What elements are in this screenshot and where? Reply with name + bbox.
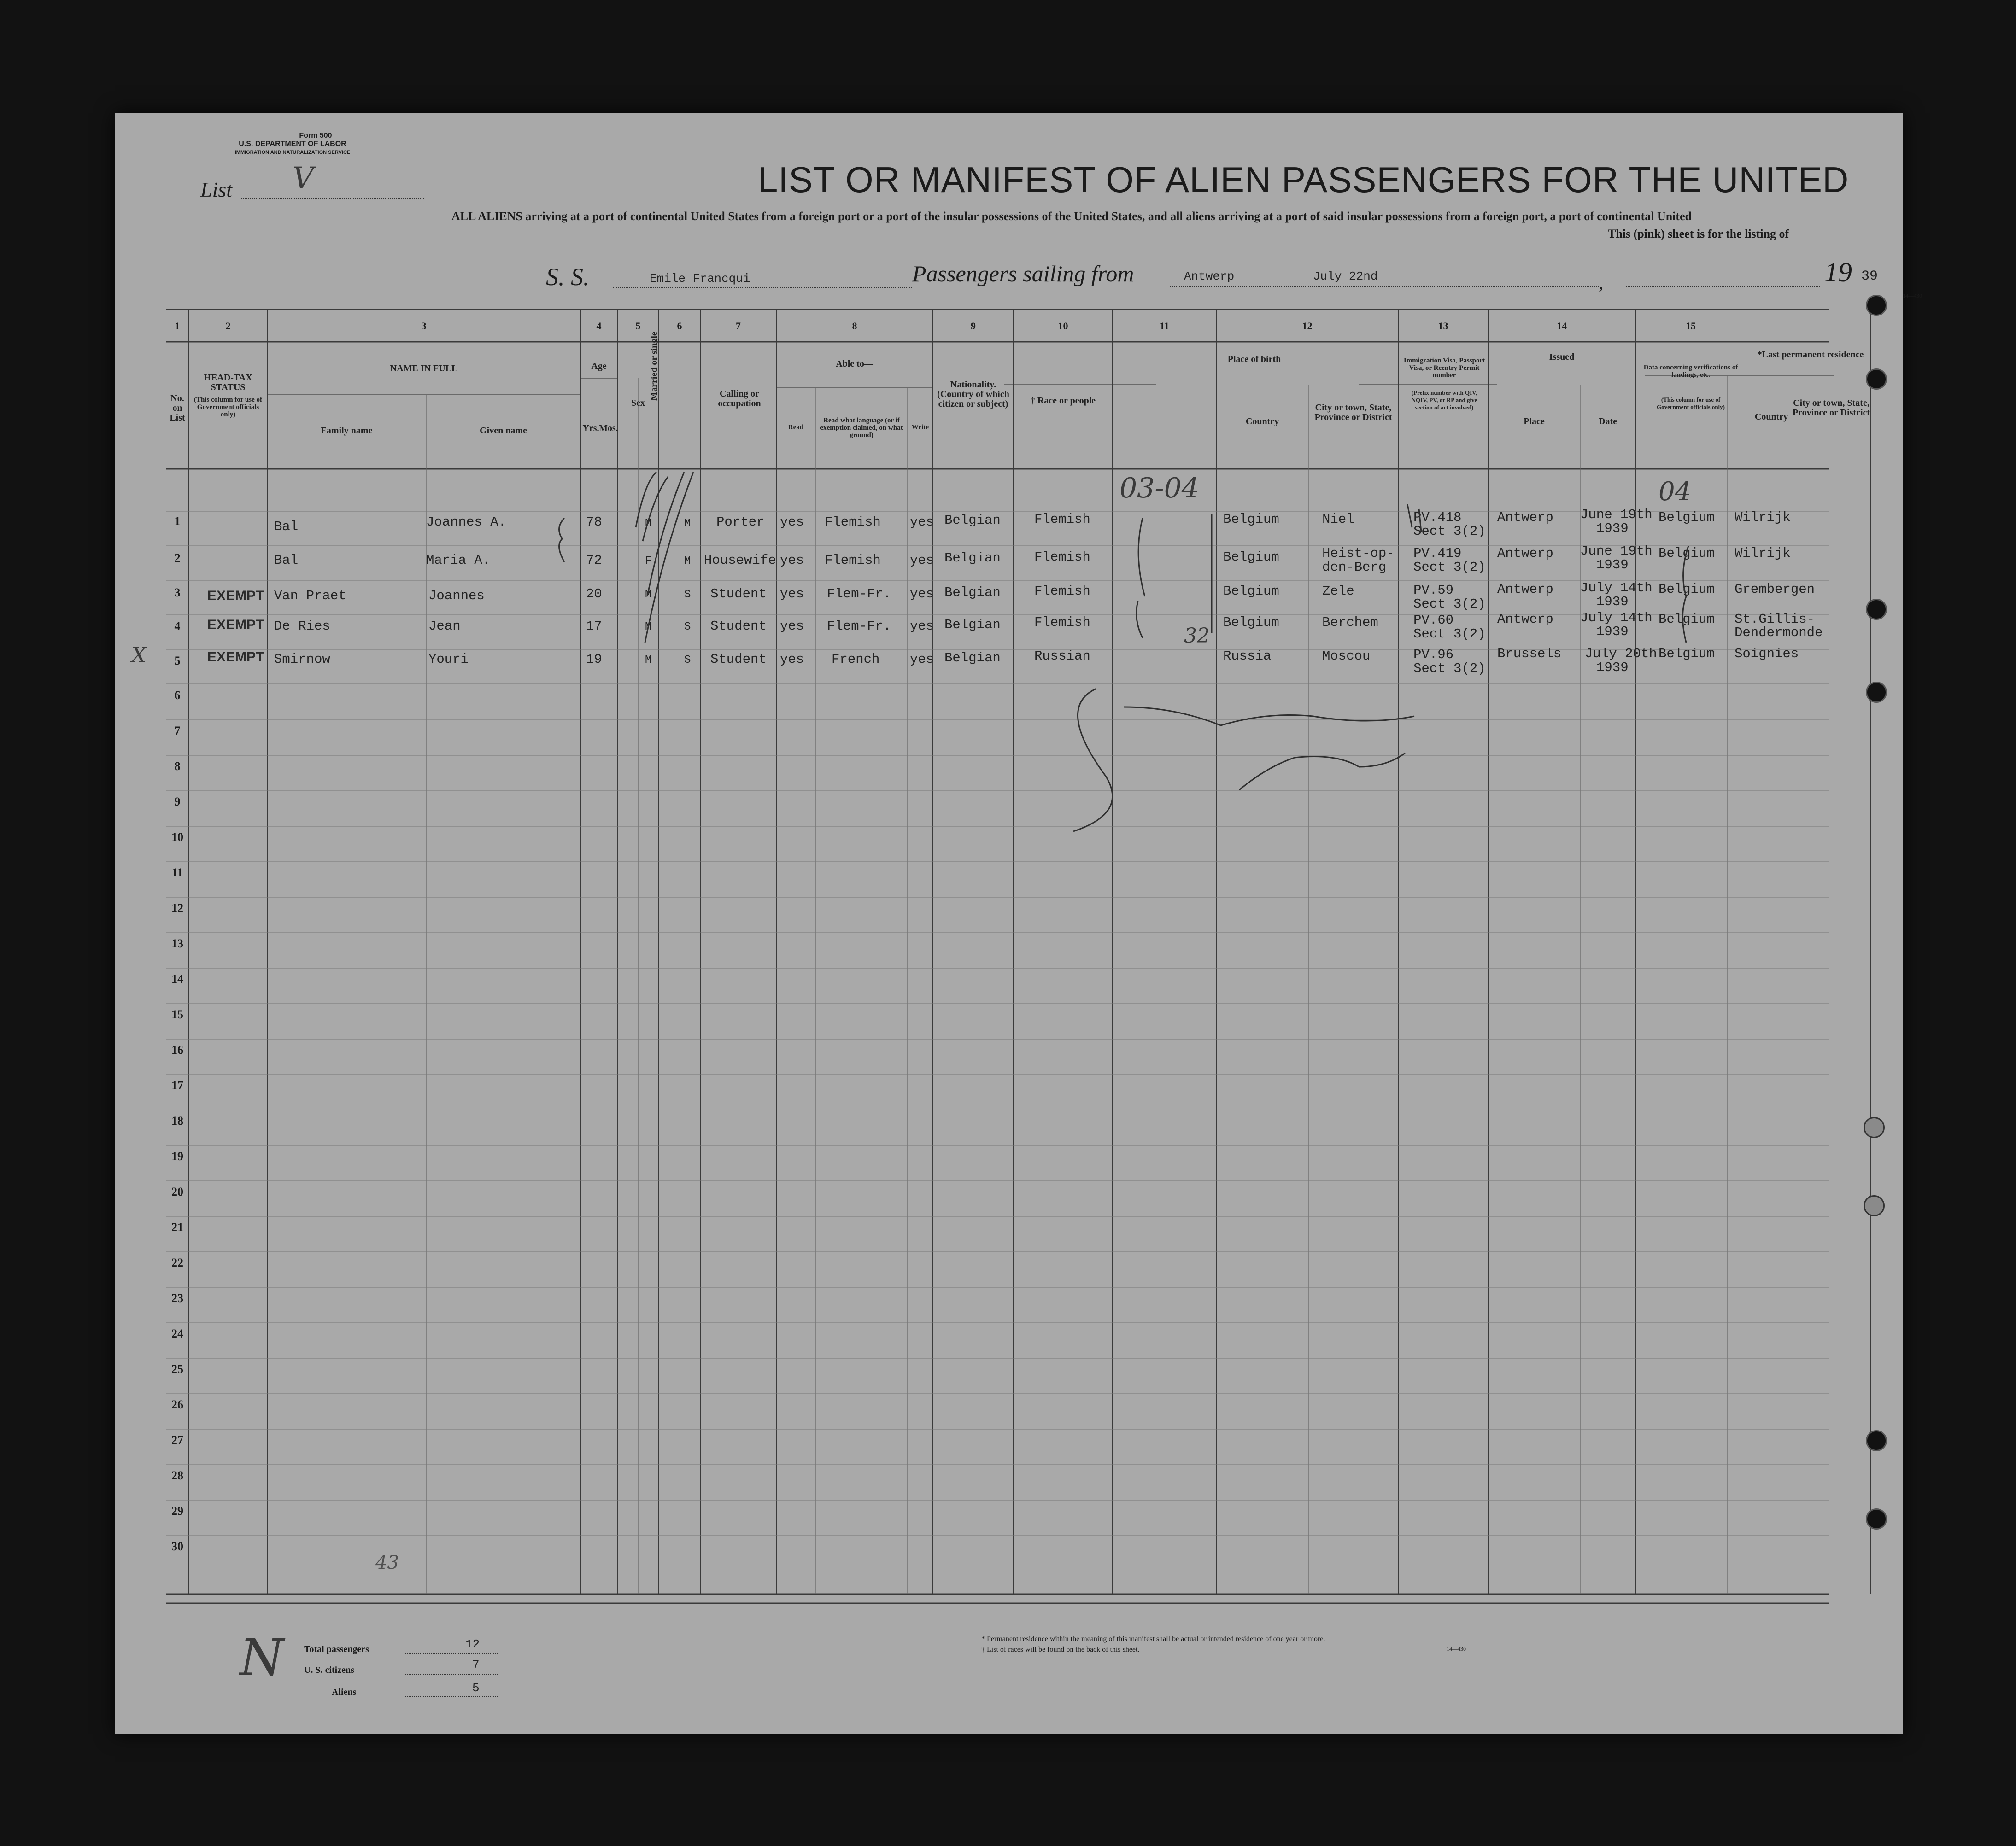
row-number: 2	[174, 551, 181, 565]
stamp-43: 43	[375, 1552, 399, 1573]
issue-place-cell: Antwerp	[1497, 546, 1553, 561]
hdr-res-country: Country	[1754, 412, 1788, 422]
birth-city-cell: Berchem	[1322, 615, 1378, 630]
hdr-yrs: Yrs.	[582, 423, 599, 433]
race-cell: Russian	[1034, 648, 1090, 664]
year-prefix: 19	[1824, 257, 1852, 287]
row-number: 19	[171, 1150, 183, 1163]
family-name-cell: De Ries	[274, 619, 330, 634]
row-number: 12	[171, 901, 183, 915]
write-cell: yes	[910, 652, 934, 667]
col-num-7: 7	[736, 320, 741, 332]
birth-country-cell: Russia	[1223, 648, 1272, 664]
ship-name: Emile Francqui	[650, 272, 750, 286]
issue-place-cell: Brussels	[1497, 646, 1562, 661]
birth-country-cell: Belgium	[1223, 615, 1279, 630]
list-value: V	[293, 161, 314, 195]
col-num-12: 12	[1302, 320, 1313, 332]
head-tax-status-cell: EXEMPT	[207, 649, 264, 665]
row-number: 7	[174, 724, 181, 737]
family-name-cell: Bal	[274, 553, 299, 568]
service-label: IMMIGRATION AND NATURALIZATION SERVICE	[234, 150, 351, 155]
us-citizens-label: U. S. citizens	[304, 1665, 354, 1675]
list-label: List	[200, 178, 233, 201]
departure-port: Antwerp	[1184, 269, 1235, 283]
issue-date-cell: June 19th	[1580, 507, 1653, 522]
footnote-races: † List of races will be found on the back of this sheet.	[981, 1646, 1140, 1653]
bottom-check-mark: N	[240, 1628, 284, 1687]
col-num-9: 9	[971, 320, 976, 332]
married-cell: S	[684, 589, 691, 601]
res-city-cell: Wilrijk	[1735, 510, 1791, 525]
issue-date-cell: July 14th	[1580, 610, 1653, 625]
issue-year-cell: 1939	[1596, 660, 1629, 675]
row-number: 4	[174, 619, 181, 633]
aliens-value: 5	[472, 1681, 480, 1695]
visa-section-cell: Sect 3(2)	[1413, 560, 1486, 575]
row-number: 26	[171, 1398, 183, 1411]
hdr-birth-country: Country	[1245, 416, 1279, 426]
binder-hole	[1866, 1508, 1887, 1530]
row-number: 27	[171, 1433, 183, 1447]
res-city-cell: Wilrijk	[1735, 546, 1791, 561]
citizens-dots	[405, 1674, 498, 1675]
binder-hole	[1866, 682, 1887, 703]
res-country-cell: Belgium	[1659, 510, 1715, 525]
manifest-sheet	[115, 113, 1922, 1734]
binder-hole	[1866, 1430, 1887, 1451]
row-number: 13	[171, 937, 183, 950]
given-name-cell: Youri	[428, 652, 469, 667]
res-country-cell: Belgium	[1659, 546, 1715, 561]
family-name-cell: Bal	[274, 519, 299, 534]
residence-code-annotation: 04	[1659, 477, 1692, 507]
hdr-read: Read	[788, 424, 804, 431]
sex-cell: M	[645, 589, 652, 601]
col-num-4: 4	[596, 320, 602, 332]
given-name-cell: Jean	[428, 619, 461, 634]
sex-cell: M	[645, 654, 652, 666]
binder-hole	[1864, 1195, 1885, 1216]
hdr-family-name: Family name	[321, 426, 373, 436]
read-cell: yes	[780, 514, 804, 530]
col-num-13: 13	[1438, 320, 1448, 332]
hdr-nationality: Nationality. (Country of which citizen or subject)	[937, 380, 1009, 409]
read-cell: yes	[780, 652, 804, 667]
res-city-cell: Grembergen	[1735, 582, 1815, 597]
row-number: 15	[171, 1008, 183, 1021]
col-num-10: 10	[1058, 320, 1068, 332]
age-cell: 17	[586, 619, 602, 634]
occupation-cell: Student	[710, 619, 767, 634]
binder-hole	[1866, 295, 1887, 316]
birth-city-cont-cell: den-Berg	[1322, 560, 1387, 575]
hdr-mos: Mos.	[599, 423, 618, 433]
birth-city-cell: Heist-op-	[1322, 546, 1395, 561]
race-cell: Flemish	[1034, 615, 1090, 630]
age-cell: 72	[586, 553, 602, 568]
issue-date-cell: July 20th	[1585, 646, 1657, 661]
col-num-3: 3	[421, 320, 427, 332]
hdr-sex: Sex	[631, 398, 645, 408]
row-number: 18	[171, 1114, 183, 1127]
nationality-cell: Belgian	[944, 550, 1001, 566]
year-suffix: 39	[1861, 269, 1878, 284]
row-number: 14	[171, 972, 183, 986]
race-cell: Flemish	[1034, 549, 1090, 565]
row-number: 9	[174, 795, 181, 808]
issue-year-cell: 1939	[1596, 624, 1629, 639]
col-num-11: 11	[1160, 320, 1169, 332]
hdr-issued-place: Place	[1524, 416, 1545, 426]
row-number: 17	[171, 1079, 183, 1092]
given-name-cell: Joannes A.	[426, 514, 507, 530]
row-number: 8	[174, 759, 181, 773]
subtitle-line-1: ALL ALIENS arriving at a port of continental United States from a foreign port or a port of the insular possessions of the United States, and all aliens arriving at a port of said insular possessions from a foreign port, a port of continental United	[451, 210, 1692, 223]
row-number: 16	[171, 1043, 183, 1057]
occupation-cell: Student	[710, 652, 767, 667]
visa-section-cell: Sect 3(2)	[1413, 524, 1486, 539]
hdr-head-tax-note: (This column for use of Government officials only)	[193, 396, 263, 418]
visa-cell: PV.96	[1413, 647, 1454, 662]
birth-country-cell: Belgium	[1223, 549, 1279, 565]
hdr-read-what: Read what language (or if exemption claimed, on what ground)	[820, 417, 903, 439]
row-number: 10	[171, 830, 183, 844]
write-cell: yes	[910, 619, 934, 634]
language-cell: French	[832, 652, 880, 667]
issue-year-cell: 1939	[1596, 594, 1629, 609]
row-number: 3	[174, 586, 181, 599]
issue-place-cell: Antwerp	[1497, 582, 1553, 597]
res-city-cell: St.Gillis-	[1735, 612, 1815, 627]
age-cell: 19	[586, 652, 602, 667]
sex-cell: F	[645, 555, 652, 567]
visa-cell: PV.418	[1413, 510, 1462, 525]
language-cell: Flem-Fr.	[827, 586, 891, 602]
res-city-cont-cell: Dendermonde	[1735, 625, 1823, 640]
hdr-write: Write	[911, 424, 929, 431]
issue-place-cell: Antwerp	[1497, 510, 1553, 525]
hdr-res-city: City or town, State, Province or District	[1792, 398, 1870, 418]
row-number: 22	[171, 1256, 183, 1269]
row-number: 6	[174, 689, 181, 702]
occupation-cell: Housewife	[704, 553, 776, 568]
issue-year-cell: 1939	[1596, 557, 1629, 572]
married-cell: S	[684, 621, 691, 633]
form-number: Form 500	[299, 132, 332, 140]
row-number: 5	[174, 654, 181, 667]
visa-section-cell: Sect 3(2)	[1413, 661, 1486, 676]
given-name-cell: Joannes	[428, 588, 485, 603]
comma: ,	[1599, 272, 1603, 293]
hdr-verif-note: (This column for use of Government officials only)	[1656, 396, 1725, 410]
handwriting-strokes	[115, 113, 1903, 1734]
res-city-cell: Soignies	[1735, 646, 1799, 661]
sex-cell: M	[645, 517, 652, 530]
hdr-issued-date: Date	[1599, 416, 1617, 426]
hdr-age: Age	[591, 361, 607, 371]
hdr-race: † Race or people	[1030, 396, 1096, 406]
subtitle-line-2: This (pink) sheet is for the listing of	[1608, 227, 1789, 240]
res-country-cell: Belgium	[1659, 582, 1715, 597]
col-num-15: 15	[1686, 320, 1696, 332]
head-tax-status-cell: EXEMPT	[207, 588, 264, 603]
department-label: U.S. DEPARTMENT OF LABOR	[239, 140, 346, 148]
row-number: 20	[171, 1185, 183, 1198]
write-cell: yes	[910, 514, 934, 530]
hdr-issued: Issued	[1549, 352, 1575, 362]
sex-cell: M	[645, 621, 652, 633]
birth-country-cell: Belgium	[1223, 512, 1279, 527]
language-cell: Flemish	[825, 514, 881, 530]
read-cell: yes	[780, 586, 804, 602]
us-citizens-value: 7	[472, 1658, 480, 1672]
binder-hole	[1864, 1117, 1885, 1138]
hdr-verif: Data concerning verifications of landings, etc.	[1643, 364, 1738, 379]
birth-city-cell: Niel	[1322, 512, 1354, 527]
binder-hole	[1866, 599, 1887, 620]
binder-hole	[1866, 368, 1887, 390]
row-number: 25	[171, 1362, 183, 1376]
hdr-visa-note: (Prefix number with QIV, NQIV, PV, or RP and give section of act involved)	[1411, 389, 1477, 411]
row-number: 23	[171, 1291, 183, 1305]
write-cell: yes	[910, 586, 934, 602]
row-number: 28	[171, 1469, 183, 1482]
visa-cell: PV.60	[1413, 613, 1454, 628]
head-tax-status-cell: EXEMPT	[207, 617, 264, 632]
issue-year-cell: 1939	[1596, 521, 1629, 536]
footnote-residence: * Permanent residence within the meaning of this manifest shall be actual or intended residence of one year or more.	[981, 1635, 1325, 1643]
family-name-cell: Van Praet	[274, 588, 346, 603]
col-num-2: 2	[225, 320, 231, 332]
visa-section-cell: Sect 3(2)	[1413, 626, 1486, 642]
married-cell: S	[684, 654, 691, 666]
age-cell: 20	[586, 586, 602, 602]
issue-date-cell: June 19th	[1580, 543, 1653, 559]
issue-date-cell: July 14th	[1580, 580, 1653, 596]
race-cell: Flemish	[1034, 584, 1090, 599]
birth-city-cell: Moscou	[1322, 648, 1371, 664]
code-32-annotation: 32	[1184, 624, 1210, 648]
aliens-label: Aliens	[332, 1687, 357, 1697]
total-passengers-label: Total passengers	[304, 1644, 369, 1654]
read-cell: yes	[780, 553, 804, 568]
footnote-code: 14—430	[1447, 1646, 1466, 1652]
family-name-cell: Smirnow	[274, 652, 330, 667]
hdr-given-name: Given name	[480, 426, 527, 436]
sailing-label: Passengers sailing from	[912, 261, 1134, 286]
write-cell: yes	[910, 553, 934, 568]
form-code: 14—430	[1903, 292, 1922, 299]
nationality-cell: Belgian	[944, 585, 1001, 600]
visa-cell: PV.59	[1413, 583, 1454, 598]
issue-place-cell: Antwerp	[1497, 612, 1553, 627]
occupation-cell: Student	[710, 586, 767, 602]
given-name-cell: Maria A.	[426, 553, 491, 568]
manifest-title: LIST OR MANIFEST OF ALIEN PASSENGERS FOR THE UNITED	[758, 159, 1849, 200]
res-country-cell: Belgium	[1659, 612, 1715, 627]
age-cell: 78	[586, 514, 602, 530]
occupation-cell: Porter	[716, 514, 765, 530]
hdr-able-to: Able to—	[836, 359, 873, 369]
col-num-6: 6	[677, 320, 682, 332]
hdr-visa: Immigration Visa, Passport Visa, or Reentry Permit number	[1403, 357, 1485, 379]
hdr-place-of-birth: Place of birth	[1227, 354, 1281, 364]
col-num-1: 1	[175, 320, 180, 332]
row-number: 11	[171, 866, 183, 879]
race-cell: Flemish	[1034, 512, 1090, 527]
row-number: 1	[174, 514, 181, 528]
birth-country-cell: Belgium	[1223, 584, 1279, 599]
departure-date: July 22nd	[1313, 269, 1378, 283]
row-number: 24	[171, 1327, 183, 1340]
row-number: 21	[171, 1221, 183, 1234]
col-num-14: 14	[1557, 320, 1567, 332]
language-cell: Flemish	[825, 553, 881, 568]
birth-city-cell: Zele	[1322, 584, 1354, 599]
ss-label: S. S.	[546, 263, 590, 291]
nationality-cell: Belgian	[944, 650, 1001, 666]
visa-cell: PV.419	[1413, 546, 1462, 561]
nationality-cell: Belgian	[944, 513, 1001, 528]
col-num-8: 8	[852, 320, 857, 332]
hdr-no-on-list: No. on List	[170, 393, 185, 423]
married-cell: M	[684, 517, 691, 530]
hdr-married: Married or single	[649, 332, 659, 401]
hdr-residence: *Last permanent residence	[1757, 350, 1864, 360]
row-number: 29	[171, 1504, 183, 1518]
res-country-cell: Belgium	[1659, 646, 1715, 661]
total-passengers-value: 12	[465, 1637, 480, 1651]
visa-section-cell: Sect 3(2)	[1413, 596, 1486, 612]
birth-code-annotation: 03-04	[1119, 472, 1199, 504]
total-dots	[405, 1653, 498, 1654]
read-cell: yes	[780, 619, 804, 634]
nationality-cell: Belgian	[944, 617, 1001, 632]
hdr-head-tax: HEAD-TAX STATUS	[204, 373, 252, 392]
language-cell: Flem-Fr.	[827, 619, 891, 634]
col-num-5: 5	[635, 320, 641, 332]
hdr-calling: Calling or occupation	[718, 389, 761, 409]
hdr-name-in-full: NAME IN FULL	[390, 363, 458, 374]
margin-x-mark: X	[131, 643, 147, 667]
row-number: 30	[171, 1540, 183, 1553]
married-cell: M	[684, 555, 691, 567]
hdr-birth-city: City or town, State, Province or District	[1314, 403, 1392, 422]
aliens-dots	[405, 1696, 498, 1697]
